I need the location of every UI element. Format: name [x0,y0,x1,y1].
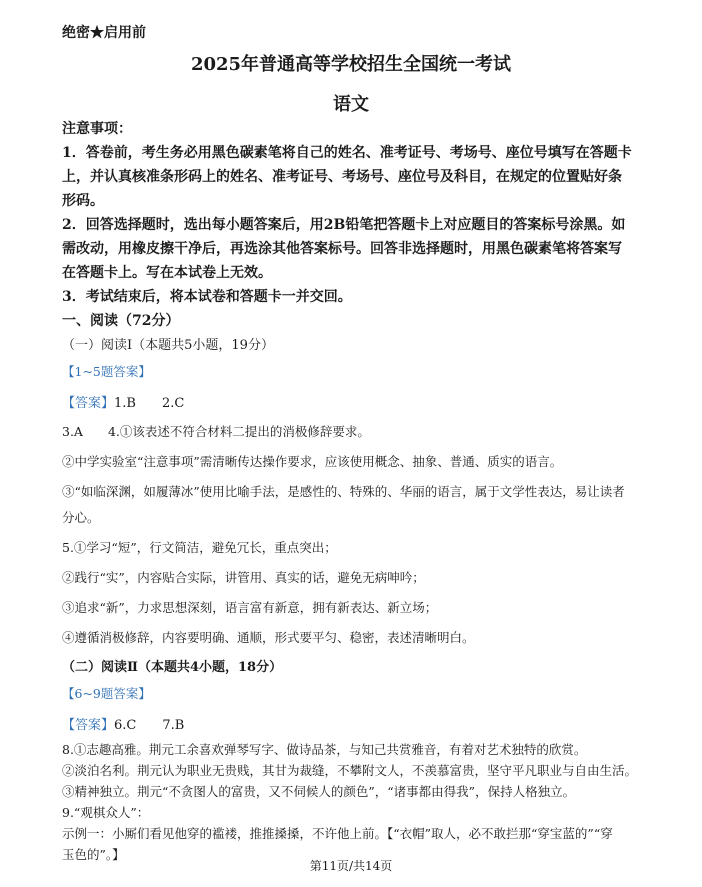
answer-6: 6.C [114,718,137,733]
notice-line: 1．答卷前，考生务必用黑色碳素笔将自己的姓名、准考证号、考场号、座位号填写在答题卡 [62,145,632,161]
answer-line: 分心。 [62,510,100,525]
part1-range-label: 【1~5题答案】 [62,364,151,379]
page-footer: 第11页/共14页 [309,859,393,873]
answer-line: 示例一：小厮们看见他穿的褴褛，推推搡搡，不许他上前。【“衣帽”取人，必不敢拦那“穿宝蓝的”“穿 [62,826,613,841]
answer-line: 9.“观棋众人”： [62,805,150,820]
answer-line: ③精神独立。荆元“不贪图人的富贵，又不伺候人的颜色”，“诸事都由得我”，保持人格独立。 [62,784,576,799]
part2-answer-row [62,714,184,733]
part2-title: （二）阅读Ⅱ（本题共4小题，18分） [62,660,283,675]
answer-2: 2.C [161,396,185,411]
answer-1: 1.B [114,396,136,411]
answer-7: 7.B [162,718,185,733]
part2-range-label: 【6~9题答案】 [62,686,151,701]
part1-answer-row [62,392,184,411]
notice-line: 形码。 [62,193,104,209]
answer-line: ②淡泊名利。荆元认为职业无贵贱，其甘为裁缝，不攀附文人，不羡慕富贵，坚守平凡职业与自由生活。 [62,763,638,778]
notice-line: 在答题卡上。写在本试卷上无效。 [62,265,272,281]
notice-heading: 注意事项： [62,121,132,137]
notice-line: 3．考试结束后，将本试卷和答题卡一并交回。 [62,289,352,305]
exam-title: 2025年普通高等学校招生全国统一考试 [190,54,512,75]
section-heading: 一、阅读（72分） [62,313,180,329]
answer-line: 玉色的”。】 [62,847,125,862]
answer-line: ③“如临深渊，如履薄冰”使用比喻手法，是感性的、特殊的、华丽的语言，属于文学性表达，易让读者 [62,484,625,499]
notice-line: 需改动，用橡皮擦干净后，再选涂其他答案标号。回答非选择题时，用黑色碳素笔将答案写 [62,241,622,257]
answer-line: ④遵循消极修辞，内容要明确、通顺，形式要平匀、稳密，表述清晰明白。 [62,630,475,645]
answer-line: 3.A 4.①该表述不符合材料二提出的消极修辞要求。 [62,424,370,439]
secret-label: 绝密★启用前 [62,25,146,41]
notice-line: 上，并认真核准条形码上的姓名、准考证号、考场号、座位号及科目，在规定的位置贴好条 [62,169,622,185]
part1-title: （一）阅读Ⅰ（本题共5小题，19分） [62,338,274,353]
answer-line: ②中学实验室“注意事项”需清晰传达操作要求，应该使用概念、抽象、普通、质实的语言。 [62,454,563,469]
answer-tag: 【答案】 [62,396,115,411]
answer-line: ②践行“实”，内容贴合实际，讲管用、真实的话，避免无病呻吟； [62,570,425,585]
answer-line: ③追求“新”，力求思想深刻，语言富有新意，拥有新表达、新立场； [62,600,438,615]
answer-line: 5.①学习“短”，行文简洁，避免冗长，重点突出； [62,540,337,555]
subject-title: 语文 [333,94,369,115]
notice-line: 2．回答选择题时，选出每小题答案后，用2B铅笔把答题卡上对应题目的答案标号涂黑。如 [62,217,626,233]
answer-tag: 【答案】 [62,718,115,733]
answer-line: 8.①志趣高雅。荆元工余喜欢弹琴写字、做诗品茶，与知己共赏雅音，有着对艺术独特的欣赏。 [62,742,587,757]
